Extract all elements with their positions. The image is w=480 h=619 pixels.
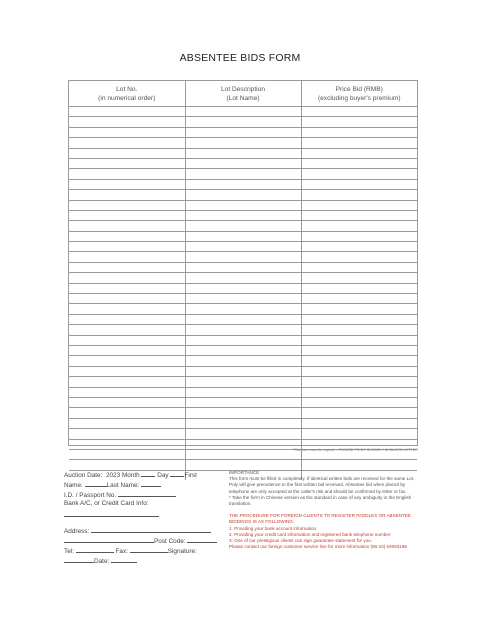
lot-description-cell[interactable] (185, 252, 301, 262)
instructions (229, 470, 417, 550)
lot-no-cell[interactable] (69, 107, 185, 117)
table-row (69, 231, 417, 241)
table-row (69, 273, 417, 283)
lot-description-cell[interactable] (185, 418, 301, 428)
procedure-step: 1. Providing your bank account information. (229, 525, 318, 531)
address-line: Address: (64, 525, 222, 535)
price-bid-cell[interactable] (301, 460, 417, 470)
importance-text: This form must be filled in completely. If identical written bids are received for the same Lot, Poly will give precedence to the first written bid received. Absentee bid when placed by telephone are only accepted at the caller's risk and should be confirmed by letter or fax. (229, 476, 415, 494)
last-name-field[interactable] (141, 479, 161, 487)
price-bid-cell[interactable] (301, 314, 417, 324)
lot-description-cell[interactable] (185, 377, 301, 387)
price-bid-cell[interactable] (301, 335, 417, 345)
table-row (69, 107, 417, 117)
lot-description-cell[interactable] (185, 304, 301, 314)
price-bid-cell[interactable] (301, 158, 417, 168)
lot-description-cell[interactable] (185, 117, 301, 127)
price-bid-cell[interactable] (301, 418, 417, 428)
lot-description-cell[interactable] (185, 449, 301, 459)
price-bid-cell[interactable] (301, 252, 417, 262)
price-bid-cell[interactable] (301, 200, 417, 210)
table-row (69, 283, 417, 293)
lot-description-cell[interactable] (185, 439, 301, 449)
price-bid-cell[interactable] (301, 148, 417, 158)
lot-no-cell[interactable] (69, 117, 185, 127)
price-bid-cell[interactable] (301, 294, 417, 304)
bids-table (68, 80, 418, 446)
lot-description-cell[interactable] (185, 387, 301, 397)
lot-no-cell[interactable] (69, 325, 185, 335)
table-row (69, 335, 417, 345)
lot-description-cell[interactable] (185, 325, 301, 335)
auction-date-line: Auction Date: 2023 Month Day First (64, 469, 222, 479)
page-title: ABSENTEE BIDS FORM (179, 52, 301, 64)
lot-description-cell[interactable] (185, 345, 301, 355)
table-row (69, 242, 417, 252)
name-line: Name: Last Name: (64, 479, 222, 489)
chinese-version-note: * Take the form in Chinese version as the standard in case of any ambiguity in the English translation. (229, 494, 412, 507)
table-row (69, 377, 417, 387)
table-row (69, 190, 417, 200)
lot-description-cell[interactable] (185, 127, 301, 137)
table-row (69, 345, 417, 355)
contact-info: Please contact our foreign customer service line for more information (86-10) 64083186 (229, 544, 407, 550)
lot-description-cell[interactable] (185, 262, 301, 272)
date-line: Date: (64, 555, 222, 565)
price-bid-cell[interactable] (301, 325, 417, 335)
table-row (69, 179, 417, 189)
copy-note: *This form can be copied – PLEASE PRINT CLEARLY IN BLOCK LETTER (292, 448, 418, 452)
column-header-lot-no: Lot No. (in numerical order) (69, 81, 185, 107)
table-row (69, 356, 417, 366)
lot-no-cell[interactable] (69, 304, 185, 314)
price-bid-cell[interactable] (301, 210, 417, 220)
table-row (69, 366, 417, 376)
lot-no-cell[interactable] (69, 294, 185, 304)
lot-description-cell[interactable] (185, 283, 301, 293)
table-row (69, 127, 417, 137)
lot-description-cell[interactable] (185, 210, 301, 220)
lot-description-cell[interactable] (185, 231, 301, 241)
price-bid-cell[interactable] (301, 242, 417, 252)
price-bid-cell[interactable] (301, 169, 417, 179)
table-row (69, 221, 417, 231)
table-row (69, 169, 417, 179)
lot-no-cell[interactable] (69, 210, 185, 220)
lot-description-cell[interactable] (185, 242, 301, 252)
lot-no-cell[interactable] (69, 158, 185, 168)
id-passport-field[interactable] (118, 489, 176, 497)
price-bid-cell[interactable] (301, 397, 417, 407)
lot-no-cell[interactable] (69, 314, 185, 324)
bank-line-2 (64, 509, 222, 519)
tel-fax-line: Tel: Fax: Signature: (64, 545, 222, 555)
procedure-title: THE PROCEDURE FOR FOREIGN CLIENTS TO REGISTER PADDLES OR ABSENTEE BIDDINGS IS AS FOLLOWING: (229, 513, 411, 525)
post-code-line: Post Code: (64, 535, 222, 545)
table-row (69, 397, 417, 407)
table-row (69, 158, 417, 168)
lot-no-cell[interactable] (69, 138, 185, 148)
bidder-info (64, 469, 222, 565)
lot-description-cell[interactable] (185, 221, 301, 231)
procedure-step: 3. One of our prestigious clients can sign guarantee statement for you. (229, 538, 372, 544)
lot-no-cell[interactable] (69, 221, 185, 231)
lot-no-cell[interactable] (69, 345, 185, 355)
lot-no-cell[interactable] (69, 397, 185, 407)
price-bid-cell[interactable] (301, 345, 417, 355)
lot-no-cell[interactable] (69, 283, 185, 293)
lot-description-cell[interactable] (185, 335, 301, 345)
table-row (69, 210, 417, 220)
price-bid-cell[interactable] (301, 408, 417, 418)
table-row (69, 325, 417, 335)
price-bid-cell[interactable] (301, 107, 417, 117)
lot-no-cell[interactable] (69, 439, 185, 449)
column-header-price-bid: Price Bid (RMB) (excluding buyer's premium) (301, 81, 417, 107)
price-bid-cell[interactable] (301, 117, 417, 127)
lot-no-cell[interactable] (69, 252, 185, 262)
lot-no-cell[interactable] (69, 335, 185, 345)
lot-no-cell[interactable] (69, 429, 185, 439)
lot-no-cell[interactable] (69, 242, 185, 252)
lot-description-cell[interactable] (185, 138, 301, 148)
table-row (69, 418, 417, 428)
price-bid-cell[interactable] (301, 190, 417, 200)
id-passport-line: I.D. / Passport No. (64, 489, 222, 499)
lot-no-cell[interactable] (69, 231, 185, 241)
price-bid-cell[interactable] (301, 138, 417, 148)
price-bid-cell[interactable] (301, 273, 417, 283)
column-header-lot-description: Lot Description (Lot Name) (185, 81, 301, 107)
lot-description-cell[interactable] (185, 179, 301, 189)
table-row (69, 387, 417, 397)
table-row (69, 408, 417, 418)
table-row (69, 304, 417, 314)
day-field[interactable] (170, 469, 184, 477)
lot-no-cell[interactable] (69, 366, 185, 376)
signature-field[interactable] (64, 555, 94, 563)
lot-description-cell[interactable] (185, 294, 301, 304)
lot-no-cell[interactable] (69, 408, 185, 418)
lot-no-cell[interactable] (69, 190, 185, 200)
bank-line: Bank A/C, or Credit Card Info: (64, 500, 149, 507)
price-bid-cell[interactable] (301, 304, 417, 314)
price-bid-cell[interactable] (301, 262, 417, 272)
table-row (69, 148, 417, 158)
bank-field[interactable] (64, 509, 159, 517)
tel-field[interactable] (76, 545, 114, 553)
lot-description-cell[interactable] (185, 429, 301, 439)
price-bid-cell[interactable] (301, 377, 417, 387)
lot-no-cell[interactable] (69, 273, 185, 283)
procedure-step: 2. Providing your credit card information and registered bank telephone number. (229, 531, 392, 537)
date-field[interactable] (111, 555, 137, 563)
lot-no-cell[interactable] (69, 377, 185, 387)
price-bid-cell[interactable] (301, 221, 417, 231)
lot-no-cell[interactable] (69, 356, 185, 366)
lot-description-cell[interactable] (185, 169, 301, 179)
table-row (69, 294, 417, 304)
lot-no-cell[interactable] (69, 148, 185, 158)
lot-description-cell[interactable] (185, 148, 301, 158)
first-name-field[interactable] (85, 479, 107, 487)
price-bid-cell[interactable] (301, 127, 417, 137)
lot-description-cell[interactable] (185, 107, 301, 117)
table-row (69, 262, 417, 272)
price-bid-cell[interactable] (301, 356, 417, 366)
lot-no-cell[interactable] (69, 127, 185, 137)
price-bid-cell[interactable] (301, 283, 417, 293)
lot-description-cell[interactable] (185, 408, 301, 418)
lot-no-cell[interactable] (69, 418, 185, 428)
price-bid-cell[interactable] (301, 179, 417, 189)
price-bid-cell[interactable] (301, 387, 417, 397)
table-row (69, 200, 417, 210)
lot-description-cell[interactable] (185, 314, 301, 324)
lot-description-cell[interactable] (185, 200, 301, 210)
lot-no-cell[interactable] (69, 200, 185, 210)
table-row (69, 252, 417, 262)
lot-description-cell[interactable] (185, 190, 301, 200)
table-row (69, 138, 417, 148)
table-row (69, 429, 417, 439)
price-bid-cell[interactable] (301, 429, 417, 439)
importance-title: IMPORTANCE (229, 470, 260, 475)
address-field-2[interactable] (64, 535, 154, 543)
post-code-field[interactable] (187, 535, 217, 543)
lot-no-cell[interactable] (69, 449, 185, 459)
month-field[interactable] (141, 469, 155, 477)
lot-no-cell[interactable] (69, 387, 185, 397)
lot-no-cell[interactable] (69, 169, 185, 179)
price-bid-cell[interactable] (301, 366, 417, 376)
price-bid-cell[interactable] (301, 231, 417, 241)
lot-no-cell[interactable] (69, 179, 185, 189)
fax-field[interactable] (130, 545, 168, 553)
table-row (69, 314, 417, 324)
lot-description-cell[interactable] (185, 273, 301, 283)
lot-no-cell[interactable] (69, 262, 185, 272)
lot-description-cell[interactable] (185, 366, 301, 376)
table-header-row (69, 81, 417, 107)
table-row (69, 117, 417, 127)
lot-description-cell[interactable] (185, 158, 301, 168)
lot-description-cell[interactable] (185, 356, 301, 366)
address-field[interactable] (91, 525, 211, 533)
lot-description-cell[interactable] (185, 397, 301, 407)
